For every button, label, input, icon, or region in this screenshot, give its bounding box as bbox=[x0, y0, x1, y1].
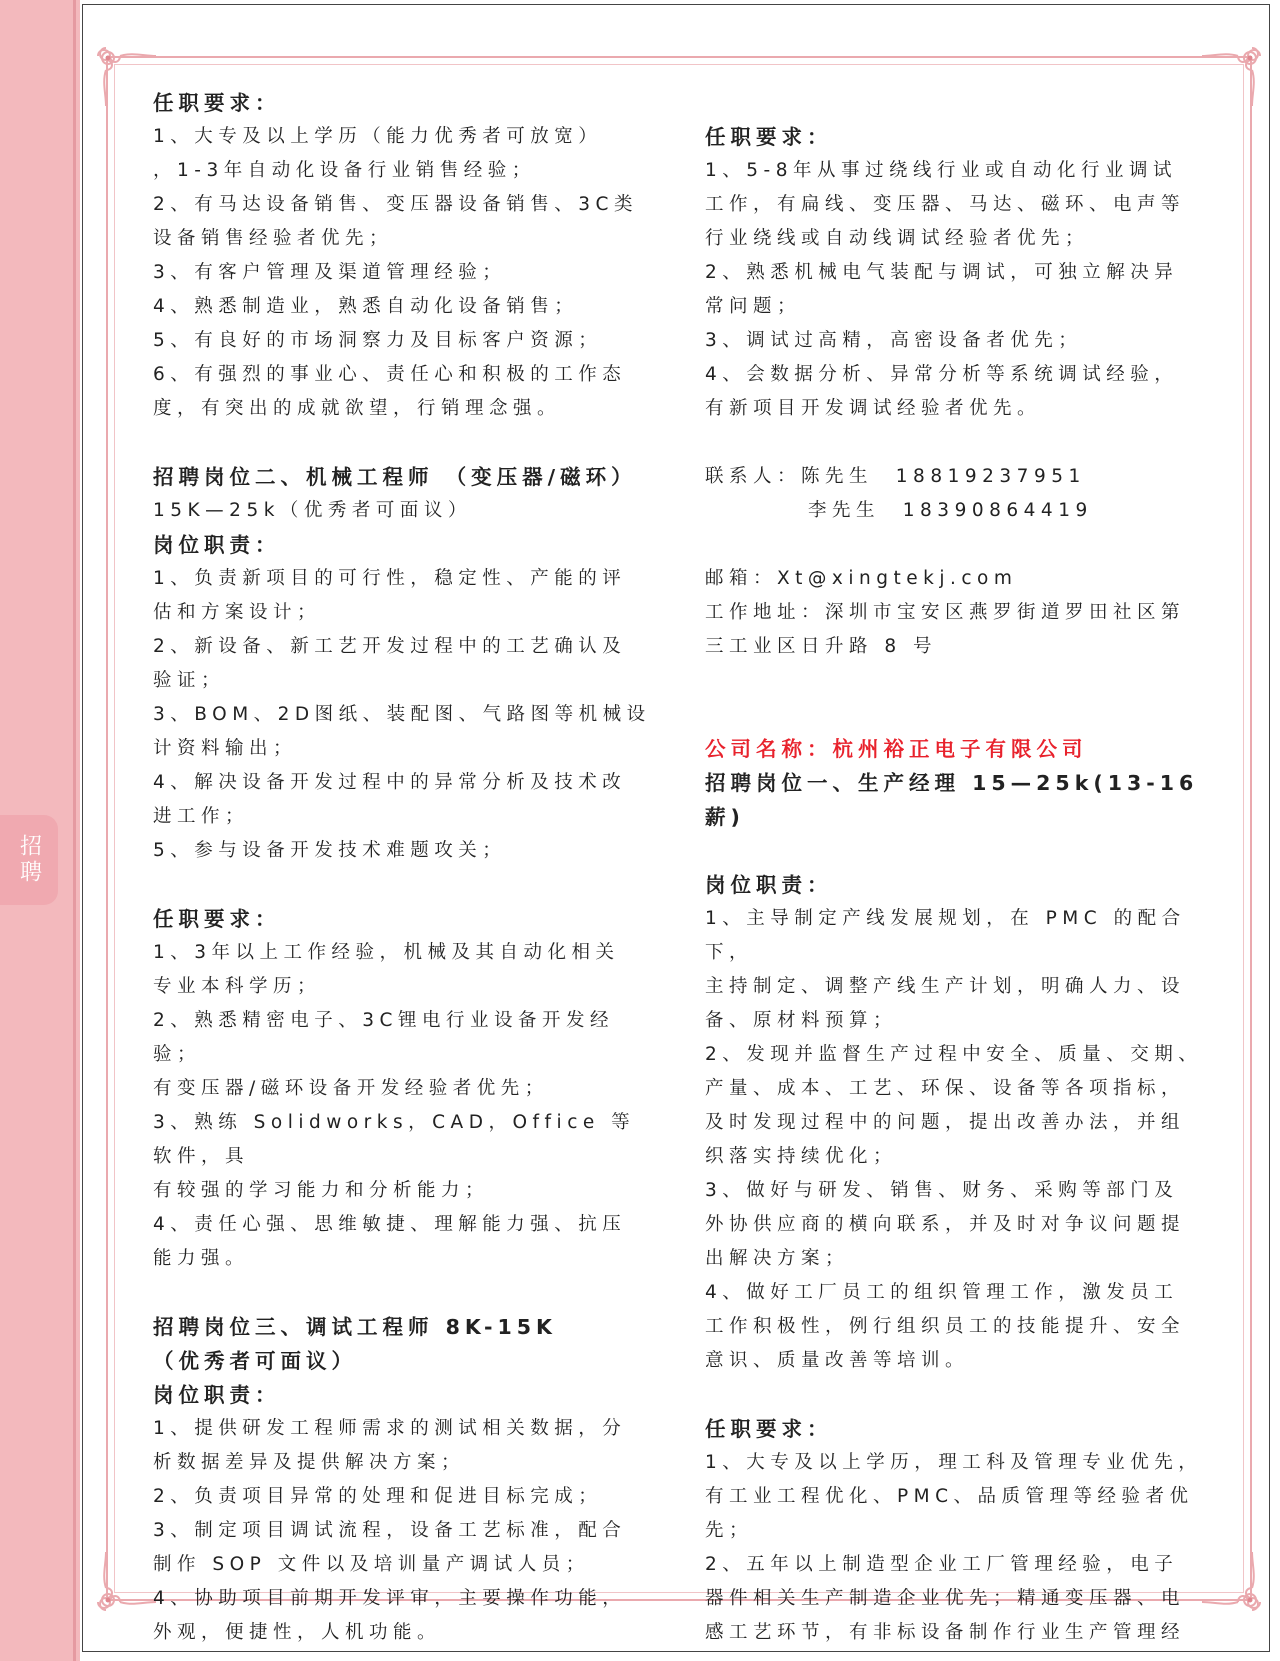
text-line: 外观，便捷性，人机功能。 bbox=[153, 1622, 442, 1643]
text-line: 进工作； bbox=[153, 806, 250, 827]
text-line: 出解决方案； bbox=[705, 1248, 850, 1269]
text-line: 设备销售经验者优先； bbox=[153, 228, 394, 249]
text-line: 1、大专及以上学历（能力优秀者可放宽） bbox=[153, 126, 603, 147]
text-line: 织落实持续优化； bbox=[705, 1146, 898, 1167]
text-line: 2、熟悉精密电子、3C锂电行业设备开发经验； bbox=[153, 1010, 614, 1065]
text-line: 3、做好与研发、销售、财务、采购等部门及 bbox=[705, 1180, 1179, 1201]
text-line: 工作积极性，例行组织员工的技能提升、安全 bbox=[705, 1316, 1186, 1337]
corner-ornament-icon bbox=[1188, 40, 1268, 120]
text-line: 感工艺环节，有非标设备制作行业生产管理经 bbox=[705, 1622, 1186, 1643]
text-line: 有较强的学习能力和分析能力； bbox=[153, 1180, 490, 1201]
text-line: 2、发现并监督生产过程中安全、质量、交期、 bbox=[705, 1044, 1203, 1065]
text-line: 能力强。 bbox=[153, 1248, 250, 1269]
text-line: 主持制定、调整产线生产计划，明确人力、设 bbox=[705, 976, 1186, 997]
text-line: 工作，有扁线、变压器、马达、磁环、电声等 bbox=[705, 194, 1186, 215]
section-heading: 岗位职责： bbox=[153, 533, 281, 557]
text-line: 估和方案设计； bbox=[153, 602, 322, 623]
text-line: 有变压器/磁环设备开发经验者优先； bbox=[153, 1078, 549, 1099]
text-line: 1、提供研发工程师需求的测试相关数据，分 bbox=[153, 1418, 627, 1439]
left-strip-edge bbox=[73, 0, 76, 1661]
right-column bbox=[705, 120, 1205, 1650]
section-heading: 任职要求： bbox=[705, 1417, 833, 1441]
text-line: 先； bbox=[705, 1520, 754, 1541]
job-title: 招聘岗位二、机械工程师 （变压器/磁环） bbox=[153, 465, 637, 489]
text-line: ，1-3年自动化设备行业销售经验； bbox=[153, 160, 536, 181]
text-line: 析数据差异及提供解决方案； bbox=[153, 1452, 466, 1473]
text-line: 备、原材料预算； bbox=[705, 1010, 898, 1031]
company-name: 公司名称：杭州裕正电子有限公司 bbox=[705, 737, 1088, 761]
text-line: 4、协助项目前期开发评审，主要操作功能， bbox=[153, 1588, 627, 1609]
contact-line bbox=[705, 460, 1205, 494]
side-tab bbox=[0, 815, 58, 905]
side-tab-label: 招聘 bbox=[16, 834, 42, 886]
text-line: 4、做好工厂员工的组织管理工作，激发员工 bbox=[705, 1282, 1179, 1303]
text-line: 制作 SOP 文件以及培训量产调试人员； bbox=[153, 1554, 590, 1575]
text-line: 器件相关生产制造企业优先；精通变压器、电 bbox=[705, 1588, 1186, 1609]
text-line: 2、熟悉机械电气装配与调试，可独立解决异 bbox=[705, 262, 1179, 283]
text-line: 产量、成本、工艺、环保、设备等各项指标， bbox=[705, 1078, 1186, 1099]
text-line: 2、五年以上制造型企业工厂管理经验，电子 bbox=[705, 1554, 1179, 1575]
contact-person-1: 陈先生 18819237951 bbox=[801, 466, 1086, 487]
text-line: 3、制定项目调试流程，设备工艺标准，配合 bbox=[153, 1520, 627, 1541]
text-line: 4、会数据分析、异常分析等系统调试经验， bbox=[705, 364, 1179, 385]
text-line: 度，有突出的成就欲望，行销理念强。 bbox=[153, 398, 562, 419]
email-line: 邮箱：Xt@xingtekj.com bbox=[705, 568, 1018, 589]
text-line: 行业绕线或自动线调试经验者优先； bbox=[705, 228, 1090, 249]
text-line: 6、有强烈的事业心、责任心和积极的工作态 bbox=[153, 364, 627, 385]
job-title: 招聘岗位三、调试工程师 8K-15K bbox=[153, 1315, 557, 1339]
text-line: 1、主导制定产线发展规划，在 PMC 的配合下， bbox=[705, 908, 1186, 963]
contact-label: 联系人： bbox=[705, 466, 802, 487]
text-line: 4、责任心强、思维敏捷、理解能力强、抗压 bbox=[153, 1214, 627, 1235]
text-line: 及时发现过程中的问题，提出改善办法，并组 bbox=[705, 1112, 1186, 1133]
salary-line: 15K—25k（优秀者可面议） bbox=[153, 500, 472, 521]
text-line: 专业本科学历； bbox=[153, 976, 322, 997]
text-line: 2、新设备、新工艺开发过程中的工艺确认及 bbox=[153, 636, 627, 657]
text-line: 1、3年以上工作经验，机械及其自动化相关 bbox=[153, 942, 620, 963]
text-line: 4、熟悉制造业，熟悉自动化设备销售； bbox=[153, 296, 579, 317]
text-line: 1、负责新项目的可行性，稳定性、产能的评 bbox=[153, 568, 627, 589]
text-line: 3、BOM、2D图纸、装配图、气路图等机械设 bbox=[153, 704, 651, 725]
left-column bbox=[153, 86, 653, 1650]
section-heading: 任职要求： bbox=[705, 125, 833, 149]
text-line: 5、有良好的市场洞察力及目标客户资源； bbox=[153, 330, 603, 351]
text-line: 验证； bbox=[153, 670, 226, 691]
job-title: 招聘岗位一、生产经理 15—25k(13-16薪) bbox=[705, 771, 1199, 829]
text-line: 1、大专及以上学历，理工科及管理专业优先， bbox=[705, 1452, 1203, 1473]
text-line: 4、解决设备开发过程中的异常分析及技术改 bbox=[153, 772, 627, 793]
section-heading: 岗位职责： bbox=[153, 1383, 281, 1407]
address-line: 三工业区日升路 8 号 bbox=[705, 636, 938, 657]
text-line: 有新项目开发调试经验者优先。 bbox=[705, 398, 1042, 419]
job-title-continued: （优秀者可面议） bbox=[153, 1349, 357, 1373]
text-line: 意识、质量改善等培训。 bbox=[705, 1350, 970, 1371]
text-line: 3、熟练 Solidworks，CAD，Office 等软件，具 bbox=[153, 1112, 636, 1167]
section-heading: 任职要求： bbox=[153, 907, 281, 931]
contact-person-2: 李先生 18390864419 bbox=[808, 500, 1093, 521]
section-heading: 岗位职责： bbox=[705, 873, 833, 897]
section-heading: 任职要求： bbox=[153, 91, 281, 115]
text-line: 有工业工程优化、PMC、品质管理等经验者优 bbox=[705, 1486, 1194, 1507]
text-line: 1、5-8年从事过绕线行业或自动化行业调试 bbox=[705, 160, 1177, 181]
text-line: 常问题； bbox=[705, 296, 802, 317]
address-line: 工作地址：深圳市宝安区燕罗街道罗田社区第 bbox=[705, 602, 1186, 623]
text-line: 2、负责项目异常的处理和促进目标完成； bbox=[153, 1486, 603, 1507]
text-line: 5、参与设备开发技术难题攻关； bbox=[153, 840, 507, 861]
text-line: 2、有马达设备销售、变压器设备销售、3C类 bbox=[153, 194, 638, 215]
text-line: 3、有客户管理及渠道管理经验； bbox=[153, 262, 507, 283]
text-line: 外协供应商的横向联系，并及时对争议问题提 bbox=[705, 1214, 1186, 1235]
text-line: 计资料输出； bbox=[153, 738, 298, 759]
text-line: 3、调试过高精，高密设备者优先； bbox=[705, 330, 1083, 351]
